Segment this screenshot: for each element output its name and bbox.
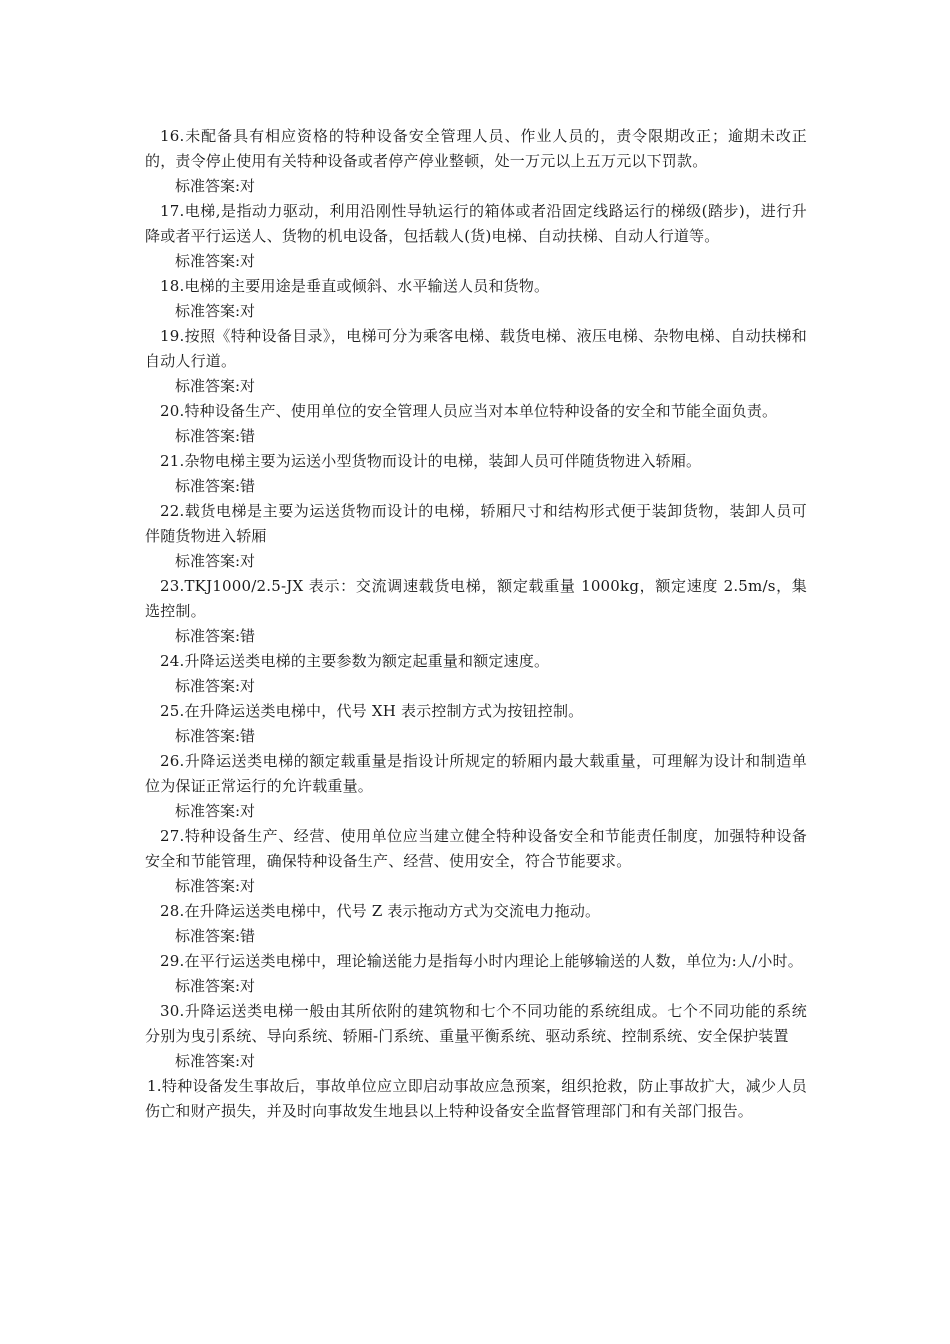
- answer-16: 标准答案:对: [175, 177, 256, 195]
- answer-23: 标准答案:错: [175, 627, 256, 645]
- question-19: 19.按照《特种设备目录》，电梯可分为乘客电梯、载货电梯、液压电梯、杂物电梯、自动扶梯和自动人行道。: [145, 327, 807, 370]
- question-24: 24.升降运送类电梯的主要参数为额定起重量和额定速度。: [160, 652, 550, 670]
- answer-18: 标准答案:对: [175, 302, 256, 320]
- question-25: 25.在升降运送类电梯中，代号 XH 表示控制方式为按钮控制。: [160, 702, 584, 720]
- question-1: 1.特种设备发生事故后，事故单位应立即启动事故应急预案，组织抢救，防止事故扩大，减少人员伤亡和财产损失，并及时向事故发生地县以上特种设备安全监督管理部门和有关部门报告。: [145, 1077, 807, 1120]
- answer-22: 标准答案:对: [175, 552, 256, 570]
- question-17: 17.电梯,是指动力驱动，利用沿刚性导轨运行的箱体或者沿固定线路运行的梯级(踏步)，进行升降或者平行运送人、货物的机电设备，包括载人(货)电梯、自动扶梯、自动人行道等。: [145, 202, 807, 245]
- question-28: 28.在升降运送类电梯中，代号 Z 表示拖动方式为交流电力拖动。: [160, 902, 601, 920]
- answer-27: 标准答案:对: [175, 877, 256, 895]
- question-22: 22.载货电梯是主要为运送货物而设计的电梯，轿厢尺寸和结构形式便于装卸货物，装卸人员可伴随货物进入轿厢: [145, 502, 807, 545]
- answer-29: 标准答案:对: [175, 977, 256, 995]
- answer-20: 标准答案:错: [175, 427, 256, 445]
- question-29: 29.在平行运送类电梯中，理论输送能力是指每小时内理论上能够输送的人数，单位为:人/小时。: [160, 952, 803, 970]
- document-page: [145, 124, 807, 1124]
- answer-24: 标准答案:对: [175, 677, 256, 695]
- question-20: 20.特种设备生产、使用单位的安全管理人员应当对本单位特种设备的安全和节能全面负责。: [160, 402, 778, 420]
- question-21: 21.杂物电梯主要为运送小型货物而设计的电梯，装卸人员可伴随货物进入轿厢。: [160, 452, 702, 470]
- question-23: 23.TKJ1000/2.5-JX 表示：交流调速载货电梯，额定载重量 1000kg，额定速度 2.5m/s，集选控制。: [145, 577, 807, 620]
- answer-30: 标准答案:对: [175, 1052, 256, 1070]
- question-26: 26.升降运送类电梯的额定载重量是指设计所规定的轿厢内最大载重量，可理解为设计和制造单位为保证正常运行的允许载重量。: [145, 752, 807, 795]
- answer-25: 标准答案:错: [175, 727, 256, 745]
- answer-19: 标准答案:对: [175, 377, 256, 395]
- question-16: 16.未配备具有相应资格的特种设备安全管理人员、作业人员的，责令限期改正；逾期未改正的，责令停止使用有关特种设备或者停产停业整顿，处一万元以上五万元以下罚款。: [145, 127, 807, 170]
- answer-28: 标准答案:错: [175, 927, 256, 945]
- question-27: 27.特种设备生产、经营、使用单位应当建立健全特种设备安全和节能责任制度，加强特种设备安全和节能管理，确保特种设备生产、经营、使用安全，符合节能要求。: [145, 827, 807, 870]
- answer-21: 标准答案:错: [175, 477, 256, 495]
- answer-26: 标准答案:对: [175, 802, 256, 820]
- answer-17: 标准答案:对: [175, 252, 256, 270]
- question-30: 30.升降运送类电梯一般由其所依附的建筑物和七个不同功能的系统组成。七个不同功能的系统分别为曳引系统、导向系统、轿厢-门系统、重量平衡系统、驱动系统、控制系统、安全保护装置: [145, 1002, 807, 1045]
- question-18: 18.电梯的主要用途是垂直或倾斜、水平输送人员和货物。: [160, 277, 550, 295]
